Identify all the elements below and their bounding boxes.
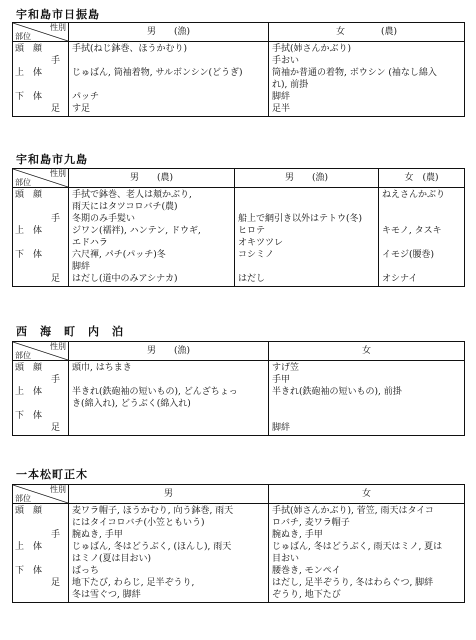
column-header: 男 (漁) xyxy=(69,23,269,42)
table-header-row xyxy=(13,23,465,42)
table-row xyxy=(13,188,465,287)
section-title: 西 海 町 内 泊 xyxy=(16,325,124,338)
table-cell: 手拭で鉢巻、老人は頬かぶり, 雨天にはタツコロバチ(農) 冬期のみ手髪い ジワン(襦袢), ハンテン, ドウギ, エドハラ 六尺褌, パチ(パッチ)冬 脚絆 はだし(道中のみアシナカ) xyxy=(69,188,235,287)
clothing-table xyxy=(12,168,465,287)
table-row xyxy=(13,361,465,436)
header-corner-cell xyxy=(13,485,69,504)
table-cell: 船上で網引き以外はテトウ(冬) ヒロテ オキツツレ コシミノ はだし xyxy=(235,188,379,287)
column-header: 男 xyxy=(69,485,269,504)
column-header: 女 xyxy=(269,485,465,504)
table-header-row xyxy=(13,485,465,504)
attribute-label: 性別 xyxy=(50,169,66,178)
table-cell: 頭巾, はちまき 半きれ(鉄砲袖の短いもの), どんざちょっ き(綿入れ), どうぶく(綿入れ) xyxy=(69,361,269,436)
part-label: 部位 xyxy=(15,351,31,360)
row-labels: 頭 顔 手 上 体 下 体 足 xyxy=(13,504,69,603)
table-header-row xyxy=(13,169,465,188)
part-label: 部位 xyxy=(15,494,31,503)
header-corner-cell xyxy=(13,342,69,361)
row-labels: 頭 顔 手 上 体 下 体 足 xyxy=(13,188,69,287)
table-cell: 麦ワラ帽子, ほうかむり, 向う鉢巻, 雨天 にはタイコロバチ(小笠ともいう) 腕ぬき, 手甲 じゅばん, 冬はどうぶく, (ほんし), 雨天 はミノ(夏は目おい) ぱっち 地下たび, わらじ, 足半ぞうり, 冬は雪ぐつ, 脚絆 xyxy=(69,504,269,603)
table-row xyxy=(13,504,465,603)
clothing-table xyxy=(12,484,465,603)
column-header: 男 (農) xyxy=(69,169,235,188)
column-header: 女 (農) xyxy=(379,169,465,188)
table-cell: すげ笠 手甲 半きれ(鉄砲袖の短いもの), 前掛 脚絆 xyxy=(269,361,465,436)
table-cell: 手拭(姉さんかぶり) 手おい 筒袖か普通の着物, ボウシン (袖なし綿入 れ), 前掛 脚絆 足半 xyxy=(269,42,465,117)
table-row xyxy=(13,42,465,117)
part-label: 部位 xyxy=(15,32,31,41)
attribute-label: 性別 xyxy=(50,342,66,351)
attribute-label: 性別 xyxy=(50,485,66,494)
column-header: 男 (漁) xyxy=(235,169,379,188)
part-label: 部位 xyxy=(15,178,31,187)
row-labels: 頭 顔 手 上 体 下 体 足 xyxy=(13,361,69,436)
attribute-label: 性別 xyxy=(50,23,66,32)
section-title: 宇和島市九島 xyxy=(16,153,88,166)
column-header: 女 (農) xyxy=(269,23,465,42)
section-title: 宇和島市日振島 xyxy=(16,8,100,21)
table-cell: 手拭(姉さんかぶり), 菅笠, 雨天はタイコ ロバチ, 麦ワラ帽子 腕ぬき, 手甲 じゅばん, 冬はどうぶく, 雨天はミノ, 夏は 目おい 腰巻き, モンペイ はだし, 足半ぞうり, 冬はわらぐつ, 脚絆 ぞうり, 地下たび xyxy=(269,504,465,603)
section-title: 一本松町正木 xyxy=(16,468,88,481)
header-corner-cell xyxy=(13,23,69,42)
column-header: 女 xyxy=(269,342,465,361)
column-header: 男 (漁) xyxy=(69,342,269,361)
table-cell: 手拭(ねじ鉢巻、ほうかむり) じゅばん, 筒袖着物, サルボンシン(どうぎ) パッチ す足 xyxy=(69,42,269,117)
table-cell: ねえさんかぶり キモノ, タスキ イモジ(腰巻) オシナイ xyxy=(379,188,465,287)
row-labels: 頭 顔 手 上 体 下 体 足 xyxy=(13,42,69,117)
table-header-row xyxy=(13,342,465,361)
clothing-table xyxy=(12,341,465,436)
header-corner-cell xyxy=(13,169,69,188)
clothing-table xyxy=(12,22,465,117)
